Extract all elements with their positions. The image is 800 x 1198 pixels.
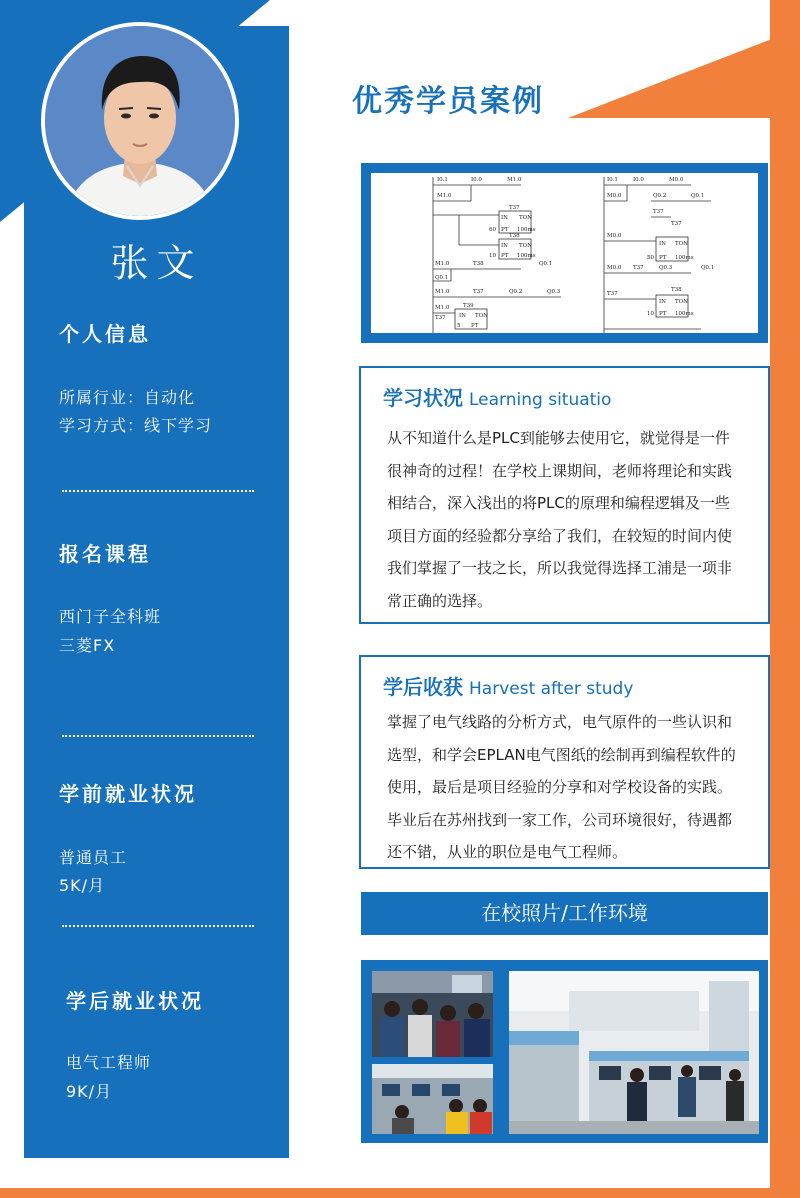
ladder-right-label: T37 <box>671 221 682 227</box>
ladder-right-label: 100ms <box>675 255 694 261</box>
lab-photo <box>372 1064 493 1134</box>
learning-situation-card <box>359 366 770 624</box>
ladder-left-label: T38 <box>473 261 484 267</box>
course-line-1: 西门子全科班 <box>59 607 162 626</box>
ladder-right-label: 50 <box>647 255 654 261</box>
photos-frame <box>361 960 768 1143</box>
ladder-left-label: 60 <box>489 227 496 233</box>
orange-triangle <box>568 28 800 118</box>
ladder-left-label: Q0.3 <box>547 289 561 295</box>
ladder-left-label: I0.0 <box>471 177 482 183</box>
ladder-left-label: 100ms <box>517 253 536 259</box>
after-salary-text: 9K/月 <box>66 1082 113 1101</box>
after-employment-title: 学后就业状况 <box>66 989 204 1013</box>
divider <box>62 735 254 737</box>
harvest-text <box>387 706 754 869</box>
harvest-card <box>359 655 770 869</box>
learning-line: 很神奇的过程！在学校上课期间，老师将理论和实践 <box>387 461 733 480</box>
ladder-left-label: T39 <box>463 303 474 309</box>
learning-line: 我们掌握了一技之长，所以我觉得选择工浦是一项非 <box>387 559 733 577</box>
ladder-left-label: 100ms <box>517 227 536 233</box>
plc-ladder-diagram <box>371 173 758 333</box>
ladder-left-label: PT <box>501 227 509 233</box>
ladder-left-label: I0.1 <box>437 177 448 183</box>
divider <box>62 925 254 927</box>
ladder-left-label: TON <box>519 243 532 249</box>
ladder-left-label: 10 <box>489 253 496 259</box>
ladder-left-label: PT <box>501 253 509 259</box>
ladder-left-label: Q0.1 <box>435 275 449 281</box>
ladder-left-label: TON <box>519 215 532 221</box>
ladder-right-label: T37 <box>653 209 664 215</box>
harvest-line: 毕业后在苏州找到一家工作，公司环境很好，待遇都 <box>387 810 733 829</box>
ladder-right-label: PT <box>659 311 667 317</box>
plc-diagram-frame <box>361 163 768 343</box>
before-salary-text: 5K/月 <box>59 876 106 895</box>
ladder-left-label: IN <box>501 243 508 249</box>
photos-banner: 在校照片/工作环境 <box>361 892 768 935</box>
ladder-left-label: T37 <box>435 315 446 321</box>
harvest-line: 选型，和学会EPLAN电气图纸的绘制再到编程软件的 <box>387 745 736 764</box>
ladder-right-label: M0.0 <box>607 265 622 271</box>
harvest-title-en: Harvest after study <box>469 679 634 699</box>
person-portrait-icon <box>45 26 235 216</box>
ladder-right-label: Q0.1 <box>701 265 715 271</box>
ladder-right-label: I0.1 <box>607 177 618 183</box>
learning-text <box>387 422 754 617</box>
learning-title-en: Learning situatio <box>469 390 612 410</box>
ladder-right-label: M0.0 <box>607 233 622 239</box>
orange-bottom-strip <box>0 1188 800 1198</box>
avatar <box>41 22 239 220</box>
ladder-left-label: 5 <box>457 323 461 329</box>
ladder-right-label: M0.0 <box>607 193 622 199</box>
student-name: 张文 <box>110 241 203 285</box>
ladder-left-label: M1.0 <box>507 177 522 183</box>
ladder-right-label: TON <box>675 299 688 305</box>
after-job-text: 电气工程师 <box>66 1053 152 1072</box>
ladder-right-label: 100ms <box>675 311 694 317</box>
office-photo <box>509 971 759 1134</box>
ladder-right-label: IN <box>659 241 666 247</box>
ladder-left-label: Q0.1 <box>539 261 553 267</box>
ladder-right-label: T37 <box>633 265 644 271</box>
ladder-left-label: T37 <box>473 289 484 295</box>
ladder-right-label: Q0.3 <box>659 265 673 271</box>
harvest-title-cn: 学后收获 <box>383 675 463 699</box>
learning-heading <box>383 382 611 411</box>
study-mode-text: 学习方式：线下学习 <box>59 416 213 435</box>
divider <box>62 490 254 492</box>
ladder-right-label: PT <box>659 255 667 261</box>
ladder-right-label: IN <box>659 299 666 305</box>
ladder-left-label: TON <box>475 313 488 319</box>
harvest-line: 使用，最后是项目经验的分享和对学校设备的实践。 <box>387 778 733 796</box>
learning-title-cn: 学习状况 <box>383 386 463 410</box>
ladder-left-label: T37 <box>509 205 520 211</box>
ladder-left-label: M1.0 <box>437 193 452 199</box>
ladder-left-label: Q0.2 <box>509 289 523 295</box>
ladder-left-label: M1.0 <box>435 305 450 311</box>
learning-line: 项目方面的经验都分享给了我们，在较短的时间内使 <box>387 526 733 545</box>
classroom-photo <box>372 971 493 1057</box>
ladder-right-label: 10 <box>647 311 654 317</box>
ladder-right-label: M0.0 <box>669 177 684 183</box>
ladder-left-label: T38 <box>509 233 520 239</box>
ladder-right-label: T38 <box>671 287 682 293</box>
personal-info-title: 个人信息 <box>59 322 151 346</box>
ladder-left-label: M1.0 <box>435 261 450 267</box>
course-title: 报名课程 <box>59 542 151 566</box>
ladder-left-label: M1.0 <box>435 289 450 295</box>
ladder-right-label: I0.0 <box>633 177 644 183</box>
ladder-left-label: IN <box>459 313 466 319</box>
ladder-right-label: Q0.1 <box>691 193 705 199</box>
before-job-text: 普通员工 <box>59 848 128 867</box>
course-line-2: 三菱FX <box>59 636 116 655</box>
ladder-right-label: TON <box>675 241 688 247</box>
industry-text: 所属行业：自动化 <box>59 388 196 407</box>
before-employment-title: 学前就业状况 <box>59 782 197 806</box>
ladder-right-label: Q0.2 <box>653 193 667 199</box>
page-title: 优秀学员案例 <box>352 84 544 119</box>
harvest-line: 还不错，从业的职位是电气工程师。 <box>387 843 628 861</box>
learning-line: 常正确的选择。 <box>387 591 493 610</box>
learning-line: 从不知道什么是PLC到能够去使用它，就觉得是一件 <box>387 429 730 447</box>
ladder-left-label: PT <box>471 323 479 329</box>
ladder-right-label: T37 <box>607 291 618 297</box>
harvest-heading <box>383 671 633 700</box>
harvest-line: 掌握了电气线路的分析方式，电气原件的一些认识和 <box>387 713 733 731</box>
learning-line: 相结合，深入浅出的将PLC的原理和编程逻辑及一些 <box>387 494 730 512</box>
ladder-left-label: IN <box>501 215 508 221</box>
